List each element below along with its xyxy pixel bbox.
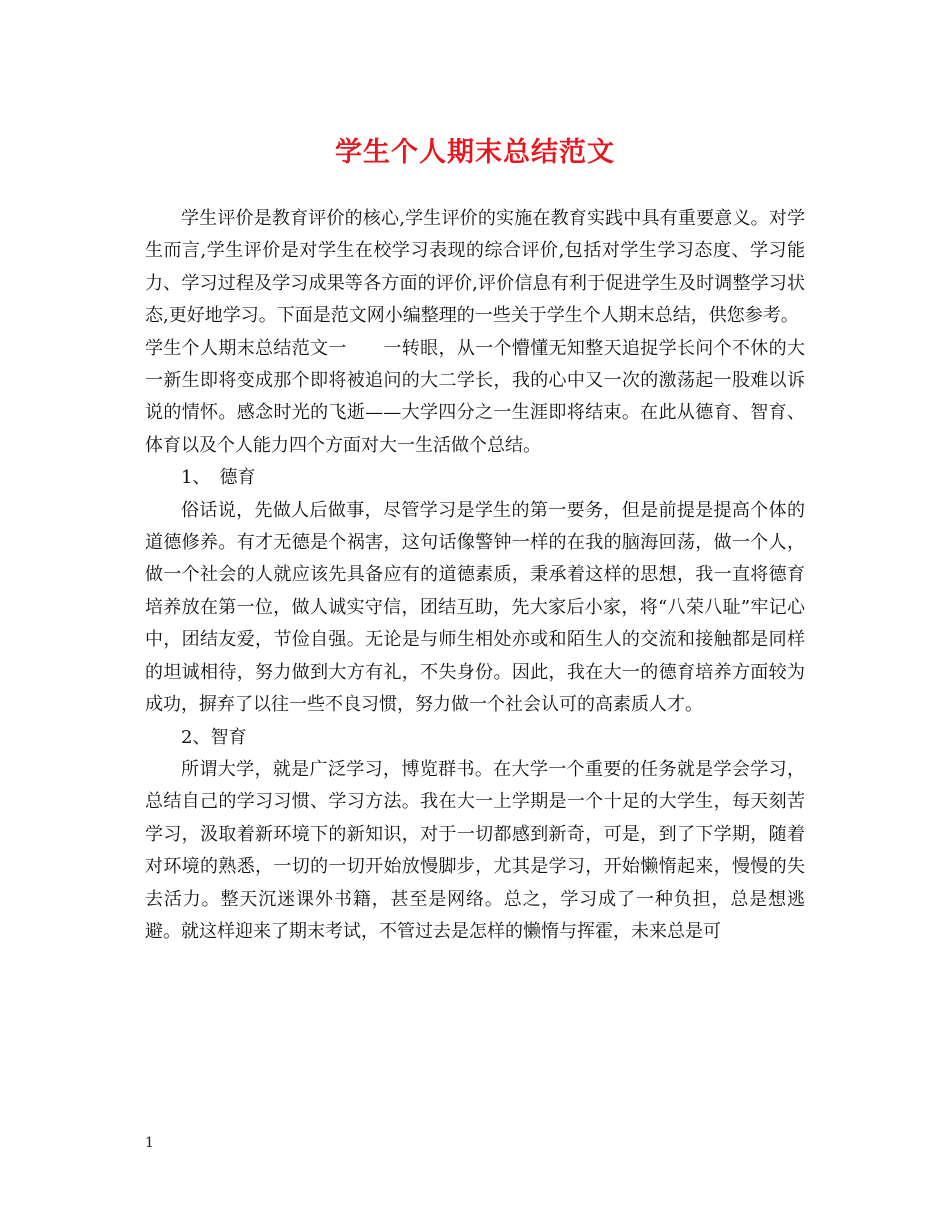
section-heading-paragraph: 学生个人期末总结范文一 一转眼，从一个懵懂无知整天追捉学长问个不休的大一新生即将变成那个即将被追问的大二学长，我的心中又一次的激荡起一股难以诉说的情怀。感念时光的飞逝——大学四分之一生涯即将结束。在此从德育、智育、体育以及个人能力四个方面对大一生活做个总结。 [145, 337, 805, 456]
subheading-intellectual-education: 2、智育 [181, 726, 247, 748]
document-title: 学生个人期末总结范文 [335, 137, 615, 168]
intro-paragraph: 学生评价是教育评价的核心,学生评价的实施在教育实践中具有重要意义。对学生而言,学生评价是对学生在校学习表现的综合评价,包括对学生学习态度、学习能力、学习过程及学习成果等各方面的评价,评价信息有利于促进学生及时调整学习状态,更好地学习。下面是范文网小编整理的一些关于学生个人期末总结，供您参考。 [145, 208, 805, 327]
moral-education-paragraph: 俗话说，先做人后做事，尽管学习是学生的第一要务，但是前提是提高个体的道德修养。有才无德是个祸害，这句话像警钟一样的在我的脑海回荡，做一个人，做一个社会的人就应该先具备应有的道德素质，秉承着这样的思想，我一直将德育培养放在第一位，做人诚实守信，团结互助，先大家后小家，将“八荣八耻”牢记心中，团结友爱，节俭自强。无论是与师生相处亦或和陌生人的交流和接触都是同样的坦诚相待，努力做到大方有礼，不失身份。因此，我在大一的德育培养方面较为成功，摒弃了以往一些不良习惯，努力做一个社会认可的高素质人才。 [145, 499, 805, 716]
intellectual-education-paragraph: 所谓大学，就是广泛学习，博览群书。在大学一个重要的任务就是学会学习，总结自己的学习习惯、学习方法。我在大一上学期是一个十足的大学生，每天刻苦学习，汲取着新环境下的新知识，对于一切都感到新奇，可是，到了下学期，随着对环境的熟悉，一切的一切开始放慢脚步，尤其是学习，开始懒惰起来，慢慢的失去活力。整天沉迷课外书籍，甚至是网络。总之，学习成了一种负担，总是想逃避。就这样迎来了期末考试，不管过去是怎样的懒惰与挥霍，未来总是可 [145, 758, 805, 942]
subheading-moral-education: 1、 德育 [181, 467, 256, 489]
document-body [145, 203, 805, 948]
page-number: 1 [145, 1135, 154, 1151]
